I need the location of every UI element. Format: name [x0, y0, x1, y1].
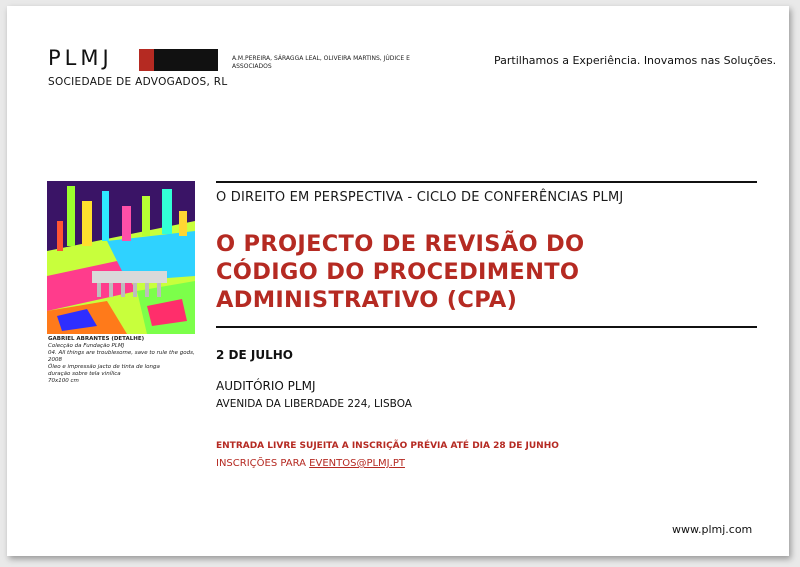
title-line: ADMINISTRATIVO (CPA)	[216, 287, 518, 313]
artwork-image	[47, 181, 195, 334]
caption-line: duração sobre tela vinílica	[48, 371, 121, 377]
title-line: CÓDIGO DO PROCEDIMENTO	[216, 259, 580, 285]
registration-label: INSCRIÇÕES PARA	[216, 458, 306, 469]
entry-notice: ENTRADA LIVRE SUJEITA A INSCRIÇÃO PRÉVIA ATÉ DIA 28 DE JUNHO	[216, 441, 559, 451]
caption-title: GABRIEL ABRANTES (DETALHE)	[48, 336, 145, 342]
top-divider	[216, 181, 757, 183]
logo-red-block	[139, 49, 154, 71]
brand-logo: PLMJ	[48, 46, 113, 70]
event-date: 2 DE JULHO	[216, 348, 293, 362]
logo-black-block	[154, 49, 218, 71]
brand-subtitle: SOCIEDADE DE ADVOGADOS, RL	[48, 76, 228, 88]
caption-line: 70x100 cm	[48, 378, 79, 384]
event-title	[216, 230, 584, 314]
caption-line: 04. All things are troublesome, save to rule the gods, 2008	[48, 350, 195, 363]
event-venue: AUDITÓRIO PLMJ	[216, 379, 316, 393]
registration-email-link[interactable]: EVENTOS@PLMJ.PT	[309, 458, 405, 469]
title-line: O PROJECTO DE REVISÃO DO	[216, 231, 585, 257]
caption-line: Colecção da Fundação PLMJ	[48, 343, 125, 349]
event-address: AVENIDA DA LIBERDADE 224, LISBOA	[216, 398, 412, 410]
event-series: O DIREITO EM PERSPECTIVA - CICLO DE CONFERÊNCIAS PLMJ	[216, 190, 624, 205]
website-link[interactable]: www.plmj.com	[672, 523, 753, 536]
bottom-divider	[216, 326, 757, 328]
artwork-caption	[48, 336, 208, 385]
caption-line: Óleo e impressão jacto de tinta de longa	[48, 364, 160, 370]
brand-tagline: Partilhamos a Experiência. Inovamos nas Soluções.	[494, 54, 777, 67]
artwork-graphic	[47, 181, 195, 334]
brand-partners: A.M.PEREIRA, SÁRAGGA LEAL, OLIVEIRA MARTINS, JÚDICE E ASSOCIADOS	[232, 55, 410, 70]
registration-line	[216, 458, 405, 469]
